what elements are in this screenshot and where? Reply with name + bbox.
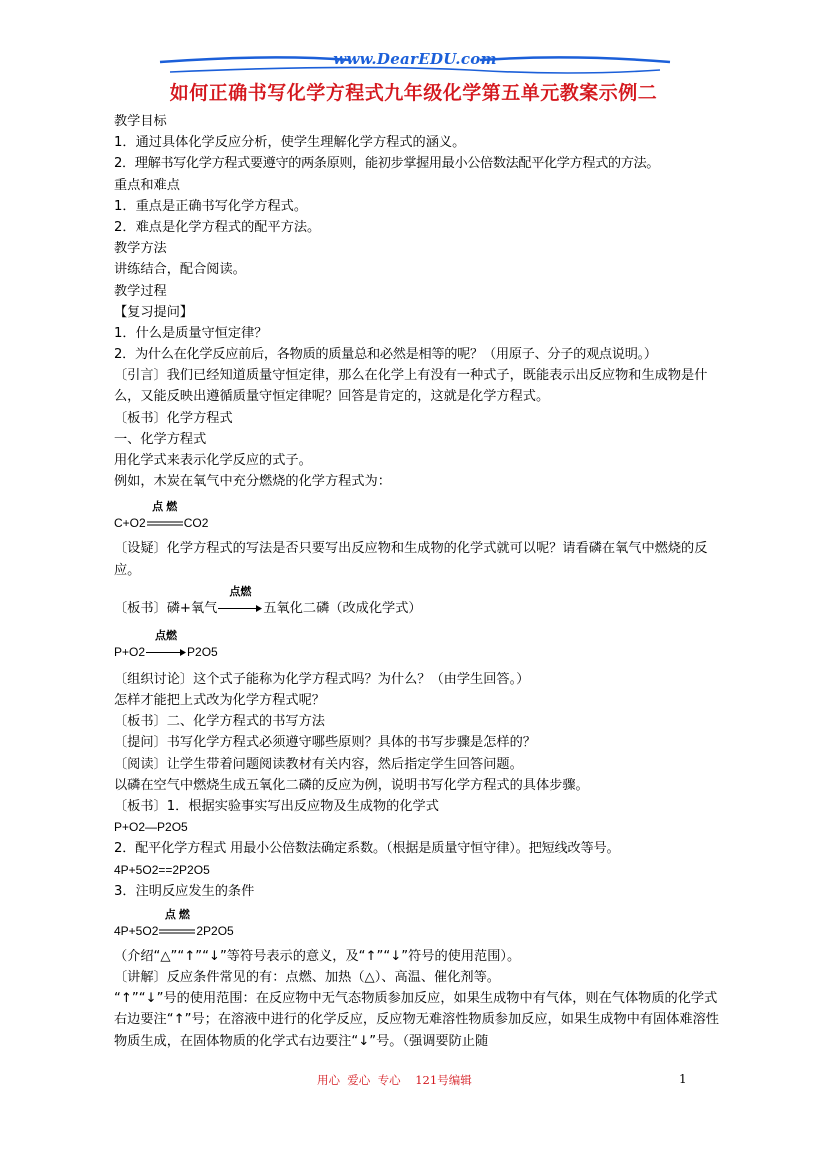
text-line: 一、化学方程式 bbox=[114, 431, 207, 447]
text-line: 1．通过具体化学反应分析，使学生理解化学方程式的涵义。 bbox=[114, 135, 466, 151]
eq-left: 4P+5O2 bbox=[114, 923, 159, 938]
text-line: 讲练结合，配合阅读。 bbox=[114, 262, 246, 278]
equation-line: P+O2—P2O5 bbox=[114, 820, 188, 835]
eq-left: C+O2 bbox=[114, 516, 146, 531]
text-line: 【复习提问】 bbox=[114, 304, 194, 320]
text-paragraph: “↑”“↓”号的使用范围：在反应物中无气态物质参加反应，如果生成物中有气体，则在气体物质的化学式右边要注“↑”号；在溶液中进行的化学反应，反应物无难溶性物质参加反应，如果生成物中有固体难溶性物质生成，在固体物质的化学式右边要注“↓”号。（强调要防止随 bbox=[114, 991, 719, 1049]
text-line: 2．理解书写化学方程式要遵守的两条原则，能初步掌握用最小公倍数法配平化学方程式的方法。 bbox=[114, 156, 660, 172]
text-line: 2．配平化学方程式 用最小公倍数法确定系数。（根据是质量守恒守律）。把短线改等号。 bbox=[114, 841, 620, 857]
eq-condition-arrow bbox=[146, 630, 186, 663]
text-line: 教学方法 bbox=[114, 241, 167, 257]
equation-phosphorus-balanced bbox=[114, 902, 724, 942]
text-line: 〔讲解〕反应条件常见的有：点燃、加热（△）、高温、催化剂等。 bbox=[114, 970, 500, 986]
text-paragraph: 〔设疑〕化学方程式的写法是否只要写出反应物和生成物的化学式就可以呢？请看磷在氧气中燃烧的反应。 bbox=[114, 541, 708, 578]
equation-carbon bbox=[114, 492, 724, 534]
double-line-icon bbox=[147, 521, 183, 527]
page-number: 1 bbox=[679, 1072, 687, 1086]
text-line: 3．注明反应发生的条件 bbox=[114, 883, 255, 899]
page-title: 如何正确书写化学方程式九年级化学第五单元教案示例二 bbox=[169, 82, 658, 104]
eq-condition-arrow bbox=[218, 586, 262, 619]
eq-condition-arrow bbox=[147, 501, 183, 534]
text-line: 2．难点是化学方程式的配平方法。 bbox=[114, 219, 321, 235]
text-line: 怎样才能把上式改为化学方程式呢？ bbox=[114, 693, 325, 708]
text-line: 1．重点是正确书写化学方程式。 bbox=[114, 198, 308, 214]
text-line: 重点和难点 bbox=[114, 177, 180, 193]
text-line: 〔板书〕化学方程式 bbox=[114, 410, 233, 426]
equation-phosphorus-words bbox=[114, 581, 724, 619]
eq-condition-arrow bbox=[159, 909, 195, 942]
text-line: 1．什么是质量守恒定律？ bbox=[114, 325, 268, 341]
text-line: 〔阅读〕让学生带着问题阅读教材有关内容，然后指定学生回答问题。 bbox=[114, 756, 523, 772]
text-line: 2．为什么在化学反应前后，各物质的质量总和必然是相等的呢？（用原子、分子的观点说明。） bbox=[114, 347, 657, 363]
text-line: 〔板书〕1．根据实验事实写出反应物及生成物的化学式 bbox=[114, 798, 439, 814]
text-line: 教学目标 bbox=[114, 114, 167, 129]
equation-line: 4P+5O2==2P2O5 bbox=[114, 862, 210, 877]
eq-right: 2P2O5 bbox=[196, 923, 234, 938]
arrow-right-icon bbox=[218, 605, 262, 612]
text-line: 以磷在空气中燃烧生成五氧化二磷的反应为例，说明书写化学方程式的具体步骤。 bbox=[114, 777, 589, 793]
eq-condition: 点 燃 bbox=[164, 908, 190, 921]
eq-right: CO2 bbox=[183, 516, 209, 531]
footer-text: 用心 爱心 专心 121号编辑 bbox=[317, 1073, 472, 1087]
text-line: 例如，木炭在氧气中充分燃烧的化学方程式为： bbox=[114, 474, 391, 490]
eq-condition: 点 燃 bbox=[152, 501, 178, 514]
text-paragraph: 〔引言〕我们已经知道质量守恒定律，那么在化学上有没有一种式子，既能表示出反应物和生成物是什么，又能反映出遵循质量守恒定律呢？回答是肯定的，这就是化学方程式。 bbox=[114, 368, 708, 405]
site-header bbox=[150, 50, 680, 80]
eq-right: P2O5 bbox=[187, 644, 218, 659]
eq-right: 五氧化二磷（改成化学式） bbox=[263, 600, 422, 616]
eq-left: 〔板书〕磷+氧气 bbox=[114, 600, 218, 616]
site-url[interactable]: www.DearEDU.com bbox=[333, 50, 497, 68]
eq-left: P+O2 bbox=[114, 644, 146, 659]
double-line-icon bbox=[159, 929, 195, 935]
text-line: 〔提问〕书写化学方程式必须遵守哪些原则？具体的书写步骤是怎样的？ bbox=[114, 735, 536, 751]
text-line: （介绍“△”“↑”“↓”等符号表示的意义，及“↑”“↓”符号的使用范围）。 bbox=[114, 948, 521, 964]
text-line: 教学过程 bbox=[114, 283, 167, 299]
text-line: 用化学式来表示化学反应的式子。 bbox=[114, 453, 312, 469]
text-line: 〔板书〕二、化学方程式的书写方法 bbox=[114, 714, 325, 730]
document-body bbox=[114, 111, 724, 1052]
eq-condition: 点燃 bbox=[155, 629, 178, 642]
eq-condition: 点燃 bbox=[229, 584, 252, 598]
text-line: 〔组织讨论〕这个式子能称为化学方程式吗？为什么？（由学生回答。） bbox=[114, 671, 530, 687]
arrow-right-icon bbox=[146, 649, 186, 656]
equation-phosphorus bbox=[114, 619, 724, 663]
page-footer bbox=[0, 1072, 827, 1092]
